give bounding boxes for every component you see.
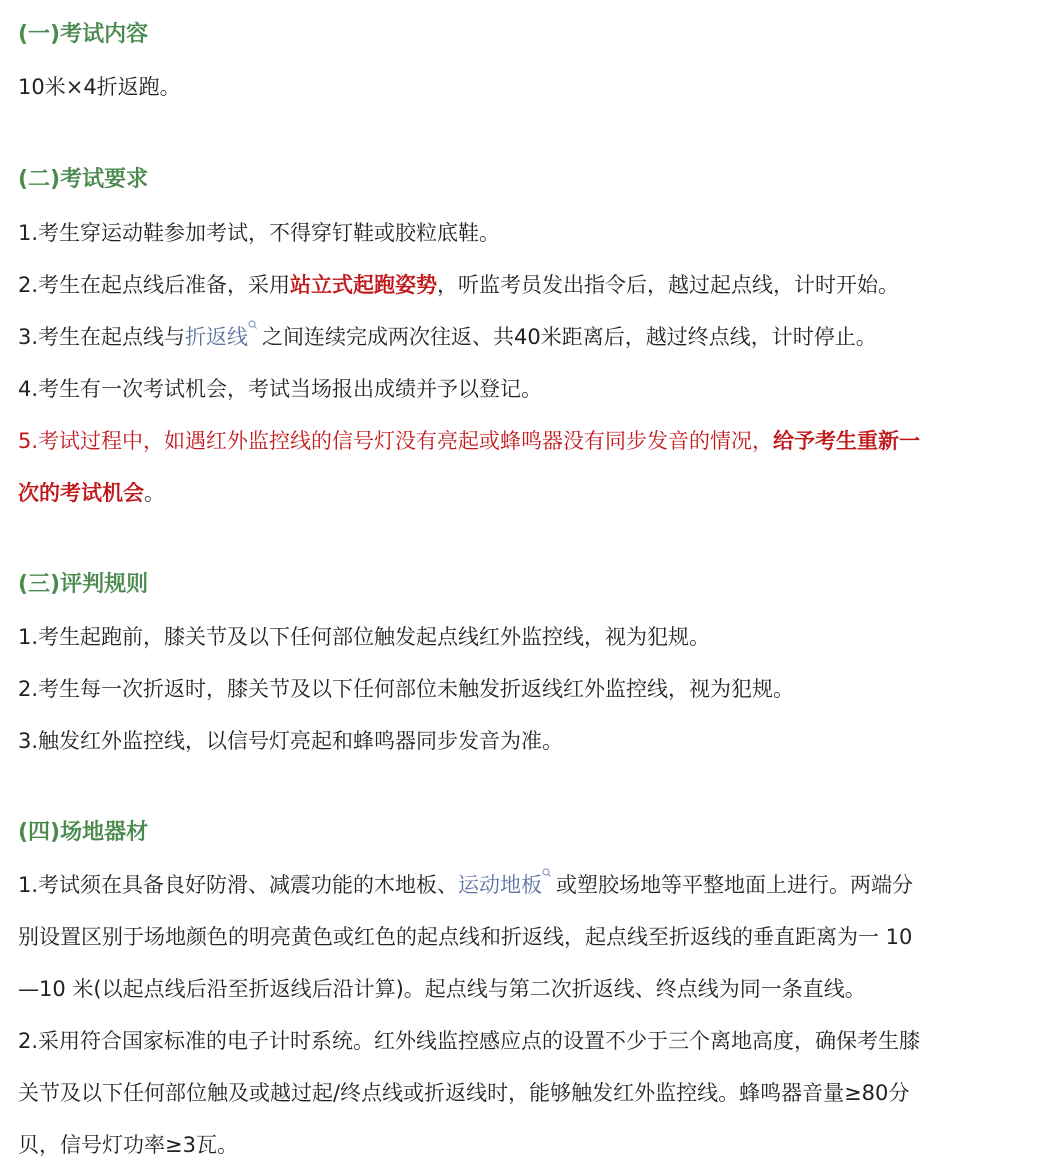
section-3-paragraph-3: 3.触发红外监控线，以信号灯亮起和蜂鸣器同步发音为准。 <box>18 729 564 753</box>
link-sports-floor[interactable]: 运动地板 <box>458 873 543 897</box>
highlight-retake: 给予考生重新一 <box>773 429 921 453</box>
section-2-paragraph-1: 1.考生穿运动鞋参加考试，不得穿钉鞋或胶粒底鞋。 <box>18 221 501 245</box>
section-1-paragraph-1: 10米×4折返跑。 <box>18 75 181 99</box>
section-4-paragraph-1-line-1 <box>18 870 913 900</box>
link-turnaround-line[interactable]: 折返线 <box>185 325 249 349</box>
paragraph-text: 1.考试须在具备良好防滑、减震功能的木地板、 <box>18 873 459 897</box>
section-2-paragraph-4: 4.考生有一次考试机会，考试当场报出成绩并予以登记。 <box>18 377 543 401</box>
section-1-heading: (一)考试内容 <box>18 22 149 47</box>
section-4-paragraph-1-line-2: 别设置区别于场地颜色的明亮黄色或红色的起点线和折返线，起点线至折返线的垂直距离为一 10 <box>18 925 913 949</box>
section-2-paragraph-5-line-2 <box>18 478 165 508</box>
paragraph-text: ，听监考员发出指令后，越过起点线，计时开始。 <box>437 273 900 297</box>
paragraph-text: 3.考生在起点线与 <box>18 325 186 349</box>
highlight-retake-continued: 次的考试机会 <box>18 481 144 505</box>
highlight-standing-start: 站立式起跑姿势 <box>290 273 438 297</box>
section-4-paragraph-2-line-2: 关节及以下任何部位触及或越过起/终点线或折返线时，能够触发红外监控线。蜂鸣器音量≥80分 <box>18 1081 910 1105</box>
section-4-paragraph-1-line-3: —10 米(以起点线后沿至折返线后沿计算)。起点线与第二次折返线、终点线为同一条直线。 <box>18 977 866 1001</box>
section-2-paragraph-5-line-1 <box>18 426 920 456</box>
paragraph-text: 或塑胶场地等平整地面上进行。两端分 <box>556 873 914 897</box>
section-2-paragraph-2 <box>18 270 899 300</box>
section-3-heading: (三)评判规则 <box>18 572 149 597</box>
section-4-heading: (四)场地器材 <box>18 820 149 845</box>
section-4-paragraph-2-line-3: 贝，信号灯功率≥3瓦。 <box>18 1133 238 1157</box>
section-2-heading: (二)考试要求 <box>18 167 149 192</box>
paragraph-text: 之间连续完成两次往返、共40米距离后，越过终点线，计时停止。 <box>262 325 877 349</box>
section-4-paragraph-2-line-1: 2.采用符合国家标准的电子计时系统。红外线监控感应点的设置不少于三个离地高度，确保考生膝 <box>18 1029 921 1053</box>
paragraph-text-red: 5.考试过程中，如遇红外监控线的信号灯没有亮起或蜂鸣器没有同步发音的情况， <box>18 429 774 453</box>
section-3-paragraph-2: 2.考生每一次折返时，膝关节及以下任何部位未触发折返线红外监控线，视为犯规。 <box>18 677 795 701</box>
search-icon[interactable] <box>542 868 552 880</box>
search-icon[interactable] <box>248 320 258 332</box>
section-2-paragraph-3 <box>18 322 877 352</box>
section-3-paragraph-1: 1.考生起跑前，膝关节及以下任何部位触发起点线红外监控线，视为犯规。 <box>18 625 711 649</box>
paragraph-text: 2.考生在起点线后准备，采用 <box>18 273 291 297</box>
paragraph-text: 。 <box>144 481 165 505</box>
